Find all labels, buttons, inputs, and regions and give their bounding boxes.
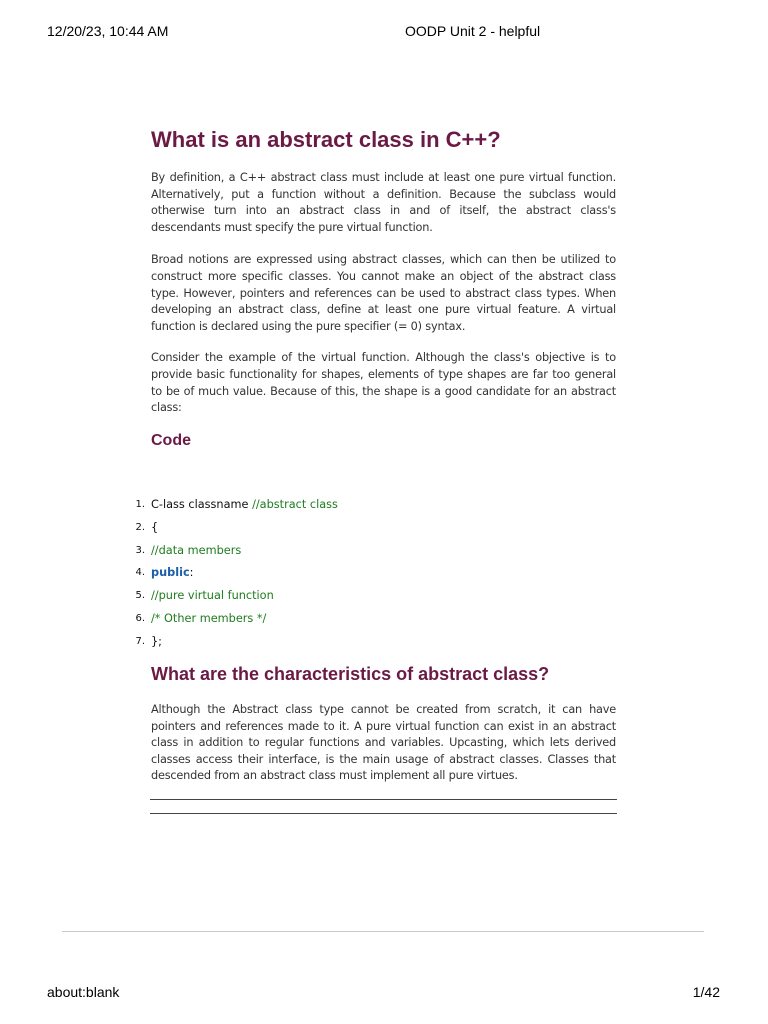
footer-divider <box>62 931 704 932</box>
paragraph-broad-notions: Broad notions are expressed using abstract classes, which can then be utilized to construct more specific classes. You cannot make an object of the abstract class type. However, pointers and references can be used to abstract class types. When developing an abstract class, define at least one pure virtual feature. A virtual function is declared using the pure specifier (= 0) syntax. <box>151 253 616 333</box>
print-url: about:blank <box>47 984 120 1000</box>
code-keyword: public <box>151 566 190 580</box>
code-block <box>135 494 616 654</box>
code-comment: //pure virtual function <box>151 589 274 603</box>
code-line <box>135 631 616 654</box>
code-heading: Code <box>151 431 191 449</box>
divider <box>150 799 617 800</box>
code-token: { <box>151 520 159 534</box>
article-body <box>135 124 616 783</box>
code-token: C-lass classname <box>151 498 253 511</box>
print-doc-title: OODP Unit 2 - helpful <box>405 23 541 39</box>
line-number: 3. <box>135 544 145 556</box>
code-line <box>135 562 616 585</box>
paragraph-example: Consider the example of the virtual function. Although the class's objective is to provide basic functionality for shapes, elements of type shapes are far too general to be of much value. Because of this, the shape is a good candidate for an abstract class: <box>151 351 616 415</box>
divider <box>150 813 617 814</box>
code-token: : <box>189 566 194 580</box>
paragraph-characteristics: Although the Abstract class type cannot be created from scratch, it can have pointers and references made to it. A pure virtual function can exist in an abstract class in addition to regular functions and variables. Upcasting, which lets derived classes access their interface, is the main usage of abstract classes. Classes that descended from an abstract class must implement all pure virtues. <box>151 703 616 783</box>
code-comment: //data members <box>151 543 242 557</box>
code-token: }; <box>151 634 162 648</box>
print-footer <box>0 984 768 1002</box>
code-line <box>135 585 616 608</box>
code-line <box>135 540 616 563</box>
line-number: 6. <box>135 612 145 624</box>
line-number: 7. <box>135 635 145 647</box>
paragraph-definition: By definition, a C++ abstract class must include at least one pure virtual function. Alternatively, put a function without a definition. Because the subclass would otherwise turn into an abstract class in and of itself, the abstract class's descendants must specify the pure virtual function. <box>151 171 616 234</box>
code-comment: /* Other members */ <box>151 611 267 625</box>
code-line <box>135 608 616 631</box>
print-header <box>0 23 768 41</box>
page-number: 1/42 <box>692 984 720 1000</box>
line-number: 2. <box>135 521 145 533</box>
print-datetime: 12/20/23, 10:44 AM <box>47 23 169 39</box>
line-number: 5. <box>135 590 145 602</box>
section-title-characteristics: What are the characteristics of abstract class? <box>151 664 550 684</box>
code-line <box>135 517 616 540</box>
line-number: 1. <box>135 499 145 510</box>
page-title: What is an abstract class in C++? <box>151 127 501 152</box>
code-comment: //abstract class <box>252 498 338 511</box>
code-line <box>135 494 616 517</box>
line-number: 4. <box>135 567 145 579</box>
